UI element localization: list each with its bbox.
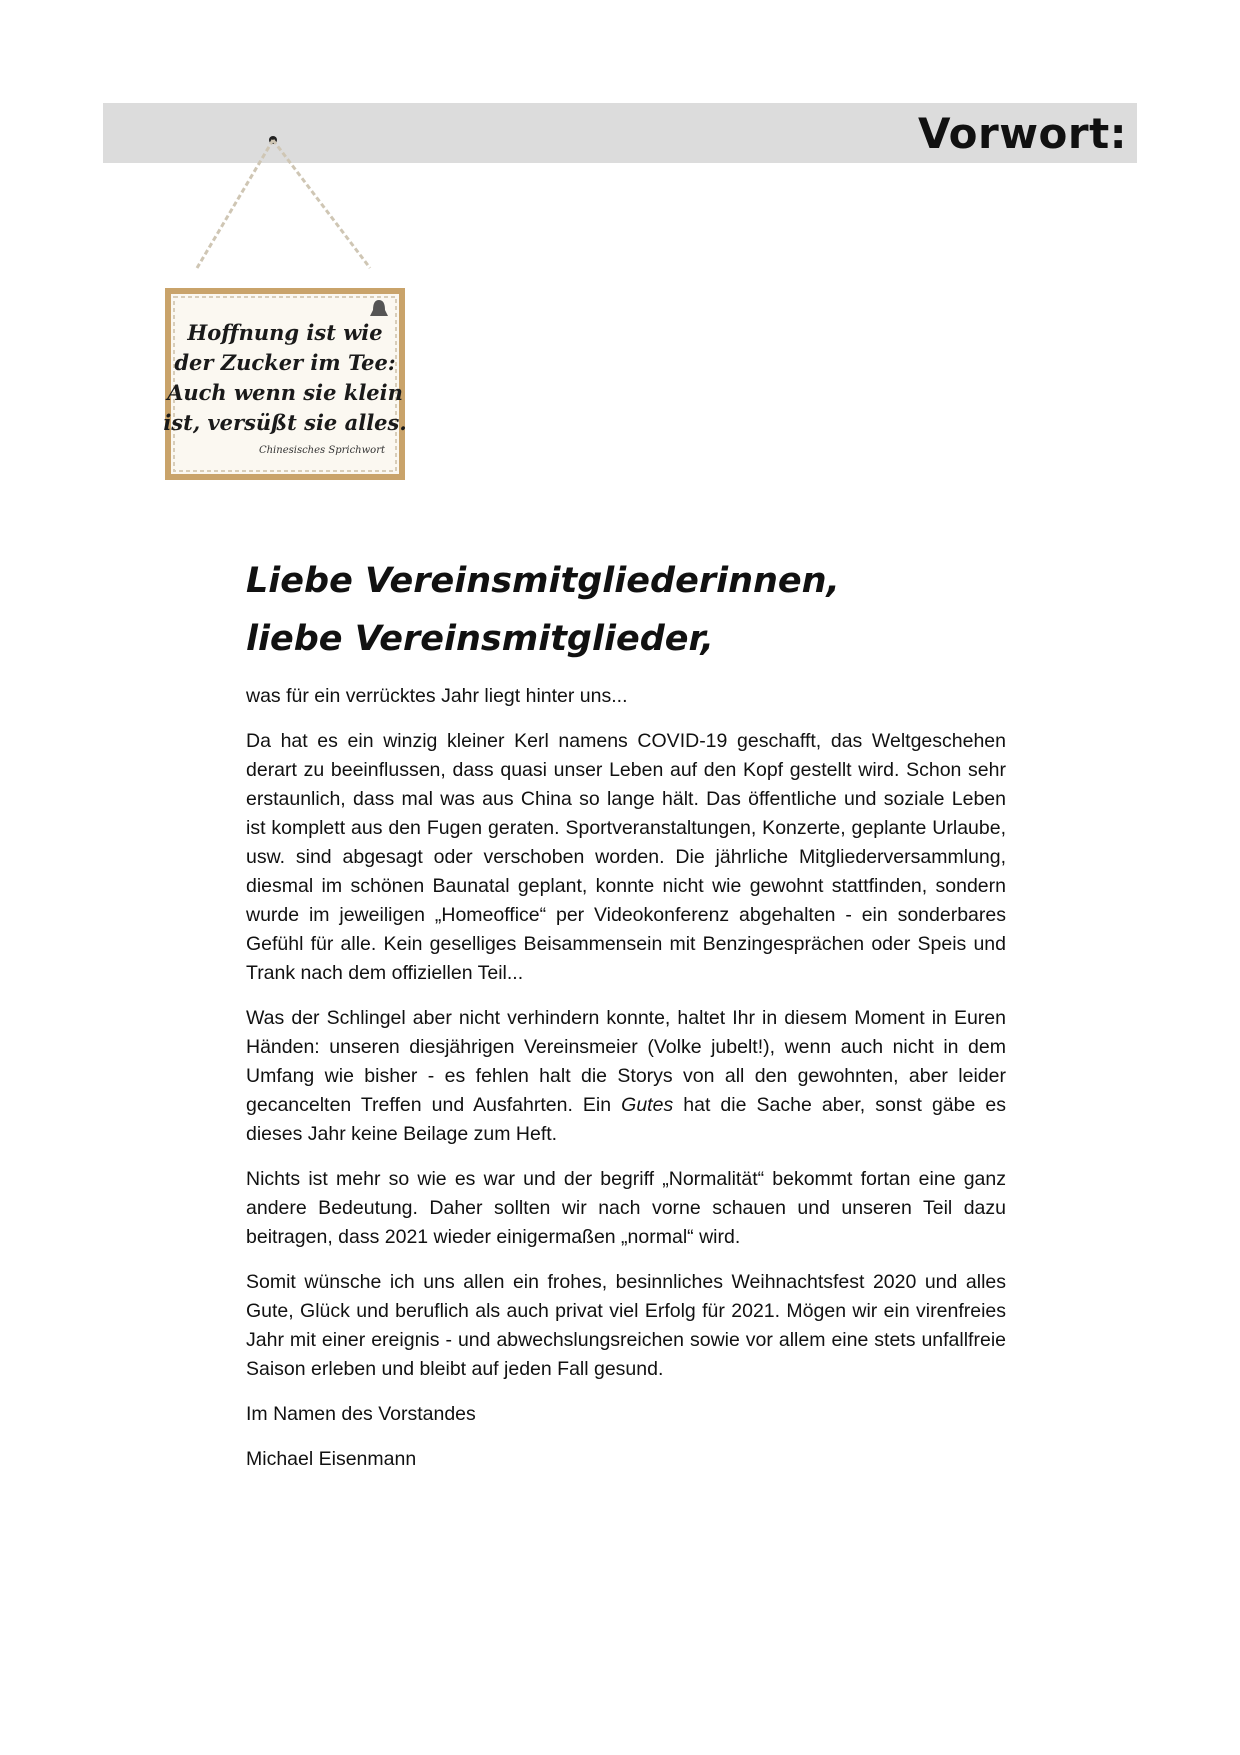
paragraph-2-part-b: hat die Sache aber, sonst gäbe es dieses Jahr keine Beilage zum Heft. [246, 1094, 1006, 1145]
sign-attribution: Chinesisches Sprichwort [258, 445, 385, 456]
sign-text-line: ist, versüßt sie alles. [163, 410, 407, 435]
paragraph-3: Nichts ist mehr so wie es war und der begriff „Normalität“ bekommt fortan eine ganz andere Bedeutung. Daher sollten wir nach vorne schauen und unseren Teil dazu beitragen, dass 2021 wieder einigermaßen „normal“ wird. [246, 1168, 1006, 1248]
greeting-line-1: Liebe Vereinsmitgliederinnen, [246, 561, 840, 601]
greeting-line-2: liebe Vereinsmitglieder, [246, 619, 714, 659]
page-title: Vorwort: [917, 109, 1127, 158]
hanging-sign-illustration [155, 120, 415, 490]
intro-paragraph: was für ein verrücktes Jahr liegt hinter uns... [246, 685, 628, 707]
sign-text-line: Auch wenn sie klein [167, 380, 403, 405]
letter-body [246, 552, 1006, 1490]
paragraph-2-emphasis: Gutes [621, 1094, 674, 1116]
signature-name: Michael Eisenmann [246, 1448, 417, 1470]
sign-text-line: Hoffnung ist wie [187, 320, 383, 345]
closing-line: Im Namen des Vorstandes [246, 1403, 476, 1425]
paragraph-2-part-a: Was der Schlingel aber nicht verhindern konnte, haltet Ihr in diesem Moment in Euren Händen: unseren diesjährigen Vereinsmeier (Volke jubelt!), wenn auch nicht in dem Umfang wie bisher - es fehlen halt die Storys von all den gewohnten, aber leider gecancelten Treffen und Ausfahrten. Ein [246, 1007, 1006, 1116]
paragraph-2 [246, 1004, 1006, 1149]
paragraph-4: Somit wünsche ich uns allen ein frohes, besinnliches Weihnachtsfest 2020 und alles Gute, Glück und beruflich als auch privat viel Erfolg für 2021. Mögen wir ein virenfreies Jahr mit einer ereignis - und abwechslungsreichen sowie vor allem eine stets unfallfreie Saison erleben und bleibt auf jeden Fall gesund. [246, 1271, 1006, 1380]
sign-text-line: der Zucker im Tee: [174, 350, 396, 375]
paragraph-1: Da hat es ein winzig kleiner Kerl namens COVID-19 geschafft, das Weltgeschehen derart zu beeinflussen, dass quasi unser Leben auf den Kopf gestellt wird. Schon sehr erstaunlich, dass mal was aus China so lange hält. Das öffentliche und soziale Leben ist komplett aus den Fugen geraten. Sportveranstaltungen, Konzerte, geplante Urlaube, usw. sind abgesagt oder verschoben worden. Die jährliche Mitgliederversammlung, diesmal im schönen Baunatal geplant, konnte nicht wie gewohnt stattfinden, sondern wurde im jeweiligen „Homeoffice“ per Videokonferenz abgehalten - ein sonderbares Gefühl für alle. Kein geselliges Beisammensein mit Benzingesprächen oder Speis und Trank nach dem offiziellen Teil... [246, 730, 1006, 984]
